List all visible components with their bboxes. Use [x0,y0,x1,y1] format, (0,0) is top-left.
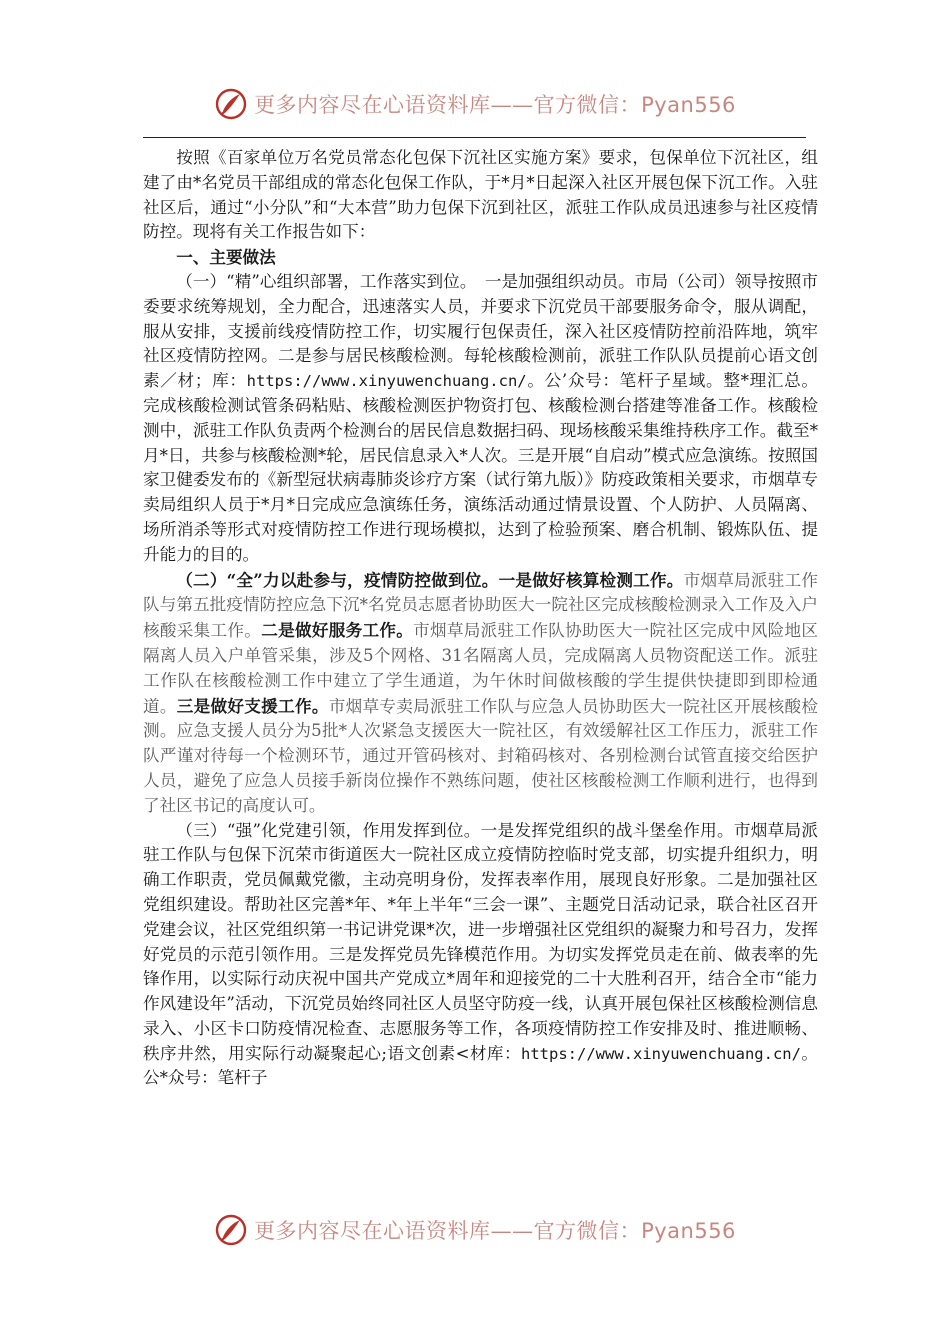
watermark-site: 更多内容尽在心语资料库 [254,1219,491,1243]
watermark-site: 更多内容尽在心语资料库 [254,93,491,117]
section-3-paragraph [143,819,818,1092]
watermark-text [254,89,736,119]
watermark-dash: —— [490,1219,534,1243]
section-3-url: https://www.xinyuwenchuang.cn/ [521,1044,801,1063]
header-divider [143,137,806,138]
section-2-heading: （二）“全”力以赴参与，疫情防控做到位。一是做好核算检测工作。 [176,569,684,590]
section-2-text-3: 市烟草专卖局派驻工作队与应急人员协助医大一院社区开展核酸检测。应急支援人员分为5批*人次紧急支援医大一院社区，有效缓解社区工作压力，派驻工作队严谨对待每一个检测环节，通过开管码核对、封箱码核对、各别检测台试管直接交给医护人员，避免了应急人员接手新岗位操作不熟练问题，使社区核酸检测工作顺利进行，也得到了社区书记的高度认可。 [143,696,819,815]
document-body [143,146,818,1091]
section-heading-1: 一、主要做法 [176,247,276,268]
watermark-wechat-id: Pyan556 [641,93,736,117]
watermark-dash: —— [490,93,534,117]
section-2-text-2: 市烟草局派驻工作队协助医大一院社区完成中风险地区隔离人员入户单管采集，涉及5个网格、31名隔离人员，完成隔离人员物资配送工作。派驻工作队在核酸检测工作中建立了学生通道，为午休时间做核酸的学生提供快捷即到即检通道。 [143,621,819,716]
section-1-text-b: 。公’众号：笔杆子星域。整*理汇总。完成核酸检测试管条码粘贴、核酸检测医护物资打包、核酸检测台搭建等准备工作。核酸检测中，派驻工作队负责两个检测台的居民信息数据扫码、现场核酸采集维持秩序工作。截至*月*日，共参与核酸检测*轮，居民信息录入*人次。三是开展“自启动”模式应急演练。按照国家卫健委发布的《新型冠状病毒肺炎诊疗方案（试行第九版）》防疫政策相关要求，市烟草专卖局组织人员于*月*日完成应急演练任务，演练活动通过情景设置、个人防护、人员隔离、场所消杀等形式对疫情防控工作进行现场模拟，达到了检验预案、磨合机制、锻炼队伍、提升能力的目的。 [143,371,819,564]
section-2-bold-3: 三是做好支援工作。 [176,695,329,716]
section-1-text-a: （一）“精”心组织部署，工作落实到位。 一是加强组织动员。市局（公司）领导按照市委要求统筹规划，全力配合，迅速落实人员，并要求下沉党员干部要服务命令，服从调配，服从安排，支援前线疫情防控工作，切实履行包保责任，深入社区疫情防控前沿阵地，筑牢社区疫情防控网。二是参与居民核酸检测。每轮核酸检测前，派驻工作队队员提前心语文创素／材；库： [143,271,818,391]
watermark-text [254,1215,736,1245]
brush-logo-icon [214,1213,248,1247]
watermark-banner-top [0,84,950,124]
watermark-banner-bottom [0,1210,950,1250]
section-3-text-a: （三）“强”化党建引领，作用发挥到位。一是发挥党组织的战斗堡垒作用。市烟草局派驻工作队与包保下沉荣市街道医大一院社区成立疫情防控临时党支部，切实提升组织力，明确工作职责，党员佩戴党徽，主动亮明身份，发挥表率作用，展现良好形象。二是加强社区党组织建设。帮助社区完善*年、*年上半年“三会一课”、主题党日活动记录，联合社区召开党建会议，社区党组织第一书记讲党课*次，进一步增强社区党组织的凝聚力和号召力，发挥好党员的示范引领作用。三是发挥党员先锋模范作用。为切实发挥党员走在前、做表率的先锋作用，以实际行动庆祝中国共产党成立*周年和迎接党的二十大胜利召开，结合全市“能力作风建设年”活动，下沉党员始终同社区人员坚守防疫一线，认真开展包保社区核酸检测信息录入、小区卡口防疫情况检查、志愿服务等工作，各项疫情防控工作安排及时、推进顺畅、秩序井然，用实际行动凝聚起心;语文创素<材库： [143,820,818,1063]
section-3-text-b: 。公*众号：笔杆子 [143,1043,818,1088]
section-2-text-1: 市烟草局派驻工作队与第五批疫情防控应急下沉*名党员志愿者协助医大一院社区完成核酸检测录入工作及入户核酸采集工作。 [143,570,819,641]
section-1-paragraph [143,270,818,568]
watermark-wechat-label: 官方微信： [533,1219,642,1243]
section-1-url: https://www.xinyuwenchuang.cn/ [246,372,527,391]
intro-paragraph: 按照《百家单位万名党员常态化包保下沉社区实施方案》要求，包保单位下沉社区，组建了由*名党员干部组成的常态化包保工作队，于*月*日起深入社区开展包保下沉工作。入驻社区后，通过“小分队”和“大本营”助力包保下沉到社区，派驻工作队成员迅速参与社区疫情防控。现将有关工作报告如下： [143,148,818,242]
watermark-wechat-id: Pyan556 [641,1219,736,1243]
watermark-wechat-label: 官方微信： [533,93,642,117]
section-2-paragraph [143,568,818,819]
brush-logo-icon [214,87,248,121]
section-2-bold-2: 二是做好服务工作。 [261,620,414,641]
